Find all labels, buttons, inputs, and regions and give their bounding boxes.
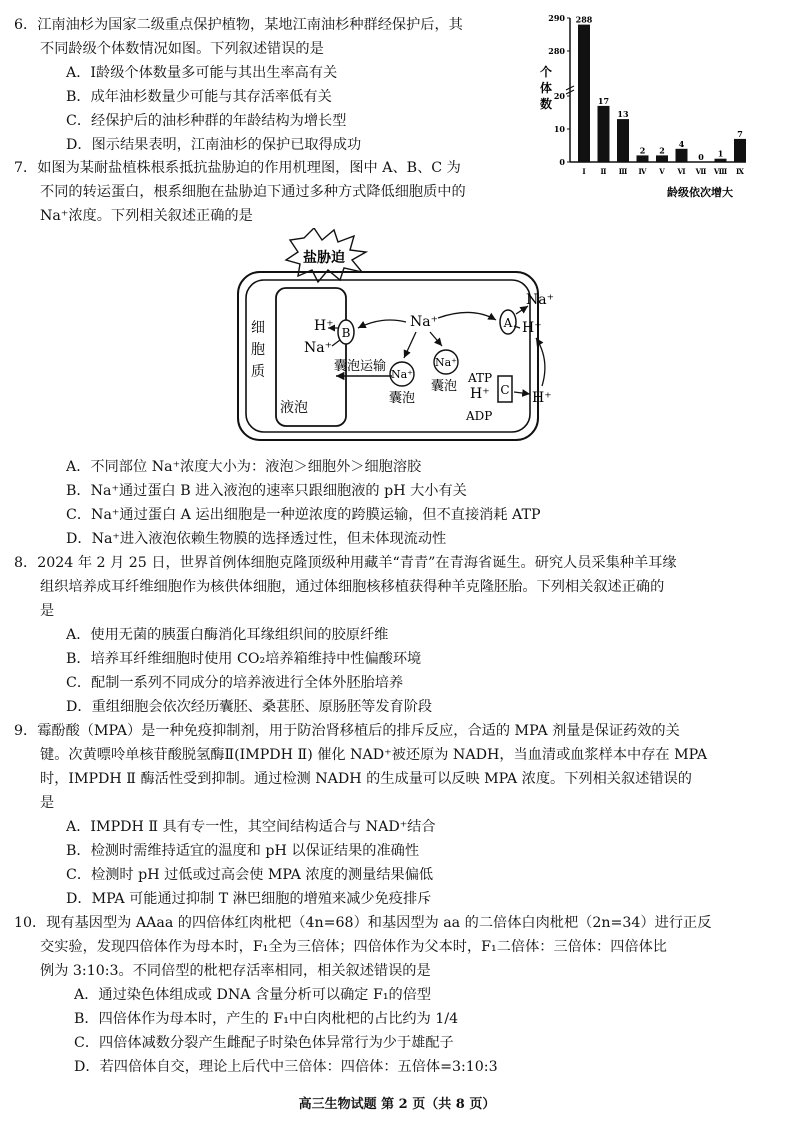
- bar: [656, 155, 668, 162]
- q6-option-a: A．Ⅰ龄级个体数量多可能与其出生率高有关: [66, 65, 338, 81]
- atp-label: ATP: [468, 371, 493, 385]
- category-label: Ⅵ: [677, 167, 686, 176]
- q8-option-d: D．重组细胞会依次经历囊胚、桑葚胚、原肠胚等发育阶段: [66, 699, 433, 715]
- q9-line-2: 键。次黄嘌呤单核苷酸脱氢酶Ⅱ(IMPDH Ⅱ) 催化 NAD⁺被还原为 NADH，当血清或血浆样本中存在 MPA: [40, 747, 708, 763]
- y-tick-label: 280: [548, 46, 565, 56]
- category-label: Ⅲ: [618, 167, 628, 176]
- bar: [637, 155, 649, 162]
- vesicle-1-label: 囊泡: [388, 391, 416, 406]
- q8-option-a: A．使用无菌的胰蛋白酶消化耳缘组织间的胶原纤维: [66, 627, 389, 643]
- bar-value-label: 13: [617, 109, 629, 120]
- salt-stress-mechanism-diagram: [232, 228, 562, 446]
- y-tick-label: 290: [548, 14, 565, 23]
- q8-line-2: 组织培养成耳纤维细胞作为核供体细胞，通过体细胞核移植获得种羊克隆胚胎。下列相关叙述正确的: [40, 579, 665, 595]
- q10-option-a: A．通过染色体组成或 DNA 含量分析可以确定 F₁的倍型: [74, 987, 432, 1003]
- x-axis-label: 龄级依次增大: [667, 186, 733, 199]
- q6-line-1: 6．江南油杉为国家二级重点保护植物，某地江南油杉种群经保护后，其: [14, 17, 463, 33]
- q8-line-3: 是: [40, 603, 55, 619]
- q10-line-2: 交实验，发现四倍体作为母本时，F₁全为三倍体；四倍体作为父本时，F₁二倍体：三倍体：四倍体比: [40, 939, 667, 955]
- y-axis-label-char: 个: [539, 65, 553, 79]
- q8-option-c: C．配制一系列不同成分的培养液进行全体外胚胎培养: [66, 675, 404, 691]
- bar-value-label: 7: [737, 128, 743, 139]
- q8-line-1: 8．2024 年 2 月 25 日，世界首例体细胞克隆顶级种用藏羊“青青”在青海省诞生。研究人员采集种羊耳缘: [14, 555, 677, 571]
- category-label: Ⅴ: [659, 167, 665, 176]
- q10-option-d: D．若四倍体自交，理论上后代中三倍体：四倍体：五倍体=3:10:3: [74, 1059, 498, 1075]
- category-label: Ⅰ: [582, 167, 586, 176]
- q8-option-b: B．培养耳纤维细胞时使用 CO₂培养箱维持中性偏酸环境: [66, 651, 422, 667]
- cytoplasm-label-1: 细: [251, 320, 265, 336]
- vesicle-2-na: Na⁺: [435, 356, 457, 369]
- y-tick-label: 20: [553, 91, 565, 101]
- q7-line-1: 7．如图为某耐盐植株根系抵抗盐胁迫的作用机理图，图中 A、B、C 为: [14, 160, 461, 176]
- q10-line-1: 10．现有基因型为 AAaa 的四倍体红肉枇杷（4n=68）和基因型为 aa 的二倍体白肉枇杷（2n=34）进行正反: [14, 915, 712, 931]
- protein-a-label: A: [503, 316, 513, 330]
- bar-value-label: 0: [698, 152, 704, 162]
- q6-line-2: 不同龄级个体数情况如图。下列叙述错误的是: [40, 41, 324, 57]
- bar: [734, 139, 746, 162]
- y-tick-label: 0: [559, 157, 565, 167]
- q7-option-c: C．Na⁺通过蛋白 A 运出细胞是一种逆浓度的跨膜运输，但不直接消耗 ATP: [66, 507, 541, 523]
- na-ion-center: Na⁺: [410, 314, 438, 330]
- age-class-bar-chart: [532, 14, 762, 214]
- bar-value-label: 4: [678, 138, 685, 149]
- h-ion-cycle: H⁺: [532, 390, 552, 406]
- q10-line-3: 例为 3:10:3。不同倍型的枇杷存活率相同，相关叙述错误的是: [40, 963, 431, 979]
- bar: [578, 25, 590, 162]
- page-footer: 高三生物试题 第 2 页（共 8 页）: [298, 1097, 496, 1112]
- q9-option-c: C．检测时 pH 过低或过高会使 MPA 浓度的测量结果偏低: [66, 867, 434, 883]
- cytoplasm-label-2: 胞: [251, 342, 265, 358]
- bar: [617, 119, 629, 162]
- bar-value-label: 2: [639, 145, 646, 156]
- h-ion-protein-a: H⁺: [522, 320, 542, 336]
- q6-option-d: D．图示结果表明，江南油杉的保护已取得成功: [66, 137, 362, 153]
- q6-option-c: C．经保护后的油杉种群的年龄结构为增长型: [66, 113, 347, 129]
- y-axis-label-char: 数: [539, 97, 553, 111]
- q10-option-c: C．四倍体减数分裂产生雌配子时染色体异常行为少于雄配子: [74, 1035, 454, 1051]
- category-label: Ⅶ: [695, 167, 707, 176]
- q7-option-b: B．Na⁺通过蛋白 B 进入液泡的速率只跟细胞液的 pH 大小有关: [66, 483, 467, 499]
- protein-b-label: B: [341, 326, 351, 340]
- cytoplasm-label-3: 质: [251, 364, 265, 380]
- bar: [598, 106, 610, 162]
- bar-value-label: 2: [659, 145, 665, 156]
- na-ion-outside: Na⁺: [526, 292, 554, 308]
- q7-line-2: 不同的转运蛋白，根系细胞在盐胁迫下通过多种方式降低细胞质中的: [40, 184, 466, 200]
- vesicle-2-label: 囊泡: [430, 379, 458, 394]
- adp-label: ADP: [466, 409, 493, 423]
- bar: [676, 149, 688, 162]
- q9-option-b: B．检测时需维持适宜的温度和 pH 以保证结果的准确性: [66, 843, 420, 859]
- q7-option-d: D．Na⁺进入液泡依赖生物膜的选择透过性，但未体现流动性: [66, 531, 447, 547]
- q7-line-3: Na⁺浓度。下列相关叙述正确的是: [40, 208, 253, 224]
- category-label: Ⅸ: [736, 167, 744, 176]
- na-ion-vacuole: Na⁺: [304, 340, 332, 356]
- category-label: Ⅷ: [713, 167, 728, 176]
- h-ion-vacuole: H⁺: [314, 318, 334, 334]
- category-label: Ⅱ: [600, 167, 607, 176]
- bar: [715, 159, 727, 162]
- q9-line-3: 时，IMPDH Ⅱ 酶活性受到抑制。通过检测 NADH 的生成量可以反映 MPA 浓度。下列相关叙述错误的: [40, 771, 692, 787]
- h-ion-inside: H⁺: [470, 386, 490, 402]
- vesicle-1-na: Na⁺: [391, 368, 413, 381]
- chart-axes: [566, 18, 746, 162]
- bar-value-label: 1: [717, 148, 724, 159]
- y-axis-label-char: 体: [539, 81, 553, 95]
- vacuole-label: 液泡: [280, 400, 308, 416]
- bar-value-label: 17: [597, 95, 610, 106]
- vesicle-transport-label: 囊泡运输: [334, 359, 387, 374]
- q9-option-a: A．IMPDH Ⅱ 具有专一性，其空间结构适合与 NAD⁺结合: [66, 819, 436, 835]
- q9-option-d: D．MPA 可能通过抑制 T 淋巴细胞的增殖来减少免疫排斥: [66, 891, 432, 907]
- q6-option-b: B．成年油杉数量少可能与其存活率低有关: [66, 89, 332, 105]
- y-tick-label: 10: [553, 124, 565, 134]
- bar-value-label: 288: [575, 14, 593, 25]
- q10-option-b: B．四倍体作为母本时，产生的 F₁中白肉枇杷的占比约为 1/4: [74, 1011, 459, 1027]
- category-label: Ⅳ: [638, 167, 647, 176]
- chart-bars: [578, 25, 746, 162]
- q7-option-a: A．不同部位 Na⁺浓度大小为：液泡＞细胞外＞细胞溶胶: [66, 459, 422, 475]
- q9-line-1: 9．霉酚酸（MPA）是一种免疫抑制剂，用于防治肾移植后的排斥反应，合适的 MPA 剂量是保证药效的关: [14, 723, 680, 739]
- salt-stress-label: 盐胁迫: [303, 250, 345, 266]
- protein-c-label: C: [500, 383, 510, 397]
- q9-line-4: 是: [40, 795, 55, 811]
